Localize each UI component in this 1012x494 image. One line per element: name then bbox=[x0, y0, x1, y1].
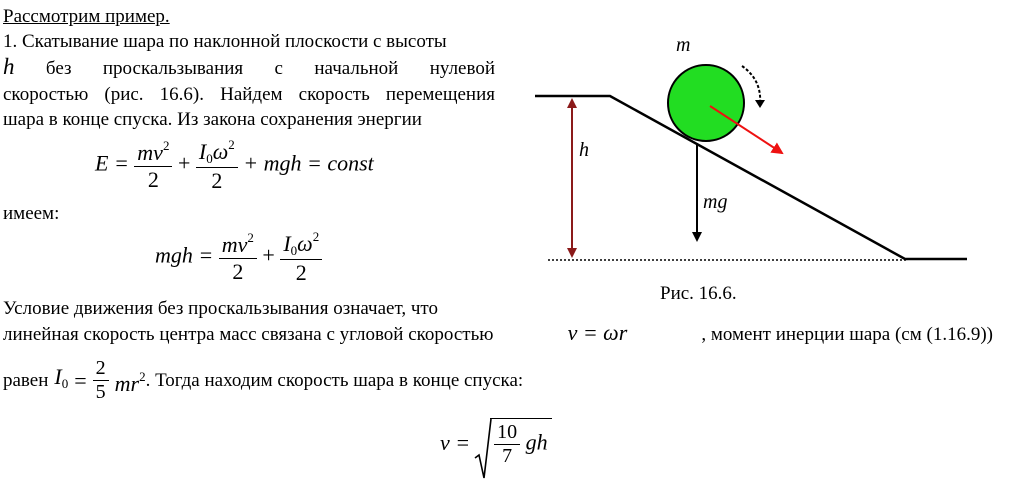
ball bbox=[668, 65, 744, 141]
example-heading: Рассмотрим пример. bbox=[3, 6, 170, 27]
para1-line2 bbox=[3, 56, 495, 80]
label-h: h bbox=[579, 139, 589, 161]
rotation-arrow bbox=[742, 66, 760, 104]
label-m: m bbox=[676, 34, 691, 56]
velocity-result-equation: v = $\frac{10}{7}$ gh bbox=[440, 418, 552, 468]
eq2-frac2: $\frac{I_0\omega^2}{2}$ bbox=[280, 230, 322, 285]
eq2-frac1: $\frac{mv^2}{2}$ bbox=[219, 231, 257, 284]
var-h: h bbox=[3, 54, 15, 79]
para1-line4: шара в конце спуска. Из закона сохранения энергии bbox=[3, 109, 422, 130]
para2-line2: линейная скорость центра масс связана с угловой скоростью v = ωr , момент инерции шара (см (1.16.9)) bbox=[3, 320, 993, 345]
incline-surface bbox=[535, 96, 967, 259]
eq2-lhs: mgh = bbox=[155, 242, 214, 268]
sqrt-sign: $\frac{10}{7}$ gh bbox=[474, 418, 552, 468]
energy-equation: E = $\frac{mv^2}{2}$ + $\frac{I_0\omega^2}{2}$ + mgh = const bbox=[95, 137, 374, 193]
para1-line2-text: без проскальзывания с начальной нулевой bbox=[45, 58, 496, 79]
eq1-lhs: E = bbox=[95, 150, 129, 176]
eq1-rest: + mgh = const bbox=[243, 150, 374, 176]
para1-line3: скоростью (рис. 16.6). Найдем скорость перемещения bbox=[3, 84, 495, 105]
formula-v-omega-r: v = ωr bbox=[567, 320, 628, 345]
para2-line3: равен $I_0$ = $\frac{2}{5}$ $mr^2$ . Тогда находим скорость шара в конце спуска: bbox=[3, 357, 524, 403]
fraction-two-fifths: $\frac{2}{5}$ bbox=[93, 357, 109, 404]
label-mg: mg bbox=[703, 191, 728, 213]
para1-line1: 1. Скатывание шара по наклонной плоскости с высоты bbox=[3, 31, 447, 52]
eq1-frac1: $\frac{mv^2}{2}$ bbox=[134, 139, 172, 192]
figure-caption-text: Рис. 16.6. bbox=[660, 283, 737, 304]
energy-equation-2: mgh = $\frac{mv^2}{2}$ + $\frac{I_0\omega^2}{2}$ bbox=[155, 230, 322, 285]
para2-line1: Условие движения без проскальзывания означает, что bbox=[3, 298, 438, 319]
incline-figure bbox=[530, 30, 1000, 280]
imeem-text: имеем: bbox=[3, 203, 60, 224]
eq1-frac2: $\frac{I_0\omega^2}{2}$ bbox=[196, 138, 238, 193]
